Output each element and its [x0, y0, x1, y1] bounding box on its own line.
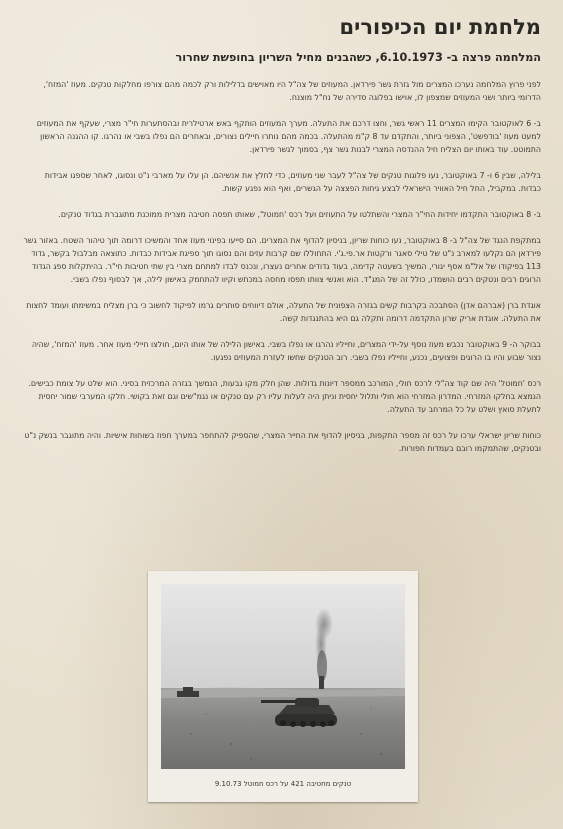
page-subtitle: המלחמה פרצה ב- 6.10.1973, כשהבנים מחיל השריון בחופשת שחרור	[175, 51, 541, 64]
document-page	[22, 14, 541, 468]
paragraph: אוגדת ברן (אברהם אדן) הסתבכה בקרבות קשים בגזרה הצפונית של התעלה, אולם דיווחים סותרים גרמו לפיקוד לחשוב כי ברן מצליח במשימתו ועומד לחצות את התעלה. אוגדת אריק שרון התקדמה דרומה ותקלה גם היא בהתנגדות קשה.	[26, 301, 541, 323]
paragraph: בבוקר ה- 9 באוקטובר נכבש מעוז נוסף על-ידי המצרים, וחייליו נהרגו או נפלו בשבי. באישון הלילה של אותו היום, חולצו חיילי מעוז אחר. מעוז 'המזח', שהיה נצור שבוע והיו בו הרוגים ופצועים, נכנע, וחייליו נפלו בשבי. רוב הטנקים שחשו לעזרת המעוזים נפגעו.	[31, 340, 541, 362]
photo-caption: טנקים מחטיבה 421 על רכס חמוטל 9.10.73	[214, 780, 352, 788]
tank-photo	[161, 584, 405, 769]
paragraph: כוחות שריון ישראלי ערכו על רכס זה מספר התקפות, בניסיון להדוף את החייר המצרי, שהספיק להתחפר במערך חפוז בשוחות אישיות. והיה מתוגבר בנשק נ"ט ובטנקים, שהתמקמו רובם בעמדות חפורות.	[24, 431, 541, 453]
paragraph: בלילה, שבין 6 ו- 7 באוקטובר, נעו פלוגות טנקים של צה"ל לעבר שני מעוזים, כדי לחלץ את אנשיהם. הן עלו על מארבי נ"ט ונסוגו, לאחר שספגו אבידות כבדות. במקביל, החל חיל האוויר הישראלי לבצע גיחות הפצצה על הגשרים, ואף הוא נפגע קשות.	[44, 171, 541, 193]
paragraph: לפני פרוץ המלחמה נערכו המצרים מול גזרת גשר פירדאן. המעוזים של צה"ל היו מאוישים בדלילות ורק לכמה מהם צורפו מחלקות טנקים. מעוז 'המזח', הדרומי ביותר ושני המעוזים שמצפון לו, אוישו בפלוגה סדירה של נח"ל מוצנח.	[43, 80, 541, 102]
page-title: מלחמת יום הכיפורים	[339, 15, 541, 39]
paragraph: ב- 8 באוקטובר התקדמו יחידות החי"ר המצרי והשתלטו על התעוזים ועל רכס 'חמוטל', שאותו תפסה חטיבה מצרית ממוכנת מתוגברת בגדוד טנקים.	[58, 210, 541, 219]
paragraph: ב- 6 לאוקטובר הקימו המצרים 11 ראשי גשר, וחצו דרכם את התעלה. מערך המעוזים הותקף באש ארטילרית ובהסתערות חי"ר מצרי, שעקף את המעוזים למעט מעוז 'בודפשט', הצפוני ביותר, והתקדם עד 8 ק"מ מהתעלה. בכמה מהם נותרו חיילים נצורים, ובאחרים הם נפלו בשבי או נהרגו. קו ההגנה הראשון התמוטט. עוד באותו יום הצליח חיל ההנדסה המצרי לבנות גשר צף, בסמוך לגשר פירדאן.	[36, 119, 541, 154]
photo-frame	[148, 571, 418, 802]
article-body	[22, 78, 541, 455]
paragraph: רכס 'חמוטל' היה שם קוד צה"לי לרכס חולי, המורכב ממספר דיונות גדולות. שהן חלק מקו גבעות, הנמשך בגזרה המרכזית בסיני. הוא שלט על צומת כבישים. הנמצא בחלקו המזרחי. המדרון המזרחי הוא חולי ותלול יחסית וניתן היה לעלות עליו רק עם טנקים או נגמ"שים וגם זאת בקושי. חלקו המערבי שמור יחסית לתעלת סואץ ושלט על כל המרחב עד התעלה.	[28, 379, 541, 414]
paragraph: במתקפת הנגד של צה"ל ב- 8 באוקטובר, נעו כוחות שריון, בניסיון להדוף את המצרים. הם סייעו בפינוי מעוז אחד והמשיכו דרומה תוך טיהור השטח. באזור גשר פירדאן הם נקלעו למארב נ"ט של טילי סאגר ורקטות אר.פי.ג'י. התחוללו שם קרבות עזים והם נסוגו תוך ספיגת אבידות כבדות. כתוצאה מבלבול בקשר, גדוד 113 בפיקודו של אל"מ אסף יגורי, המשיך בשעטה קדימה, בעוד גדודים אחרים נעצרו, ונכנס לבדו למתחם מצרי בין שתי חטיבות חי"ר. בהיתקלות ספג הגדוד הרוגים רבים ונטקים רבים הושמדו, כולל זה של המג"ד. הוא ואנשי צוותו תפסו מחסה במכתש וקיוו להתחמק באישון לילה, אך לבסוף נפלו בשבי.	[23, 236, 541, 284]
tank-photo-illustration	[161, 584, 405, 769]
